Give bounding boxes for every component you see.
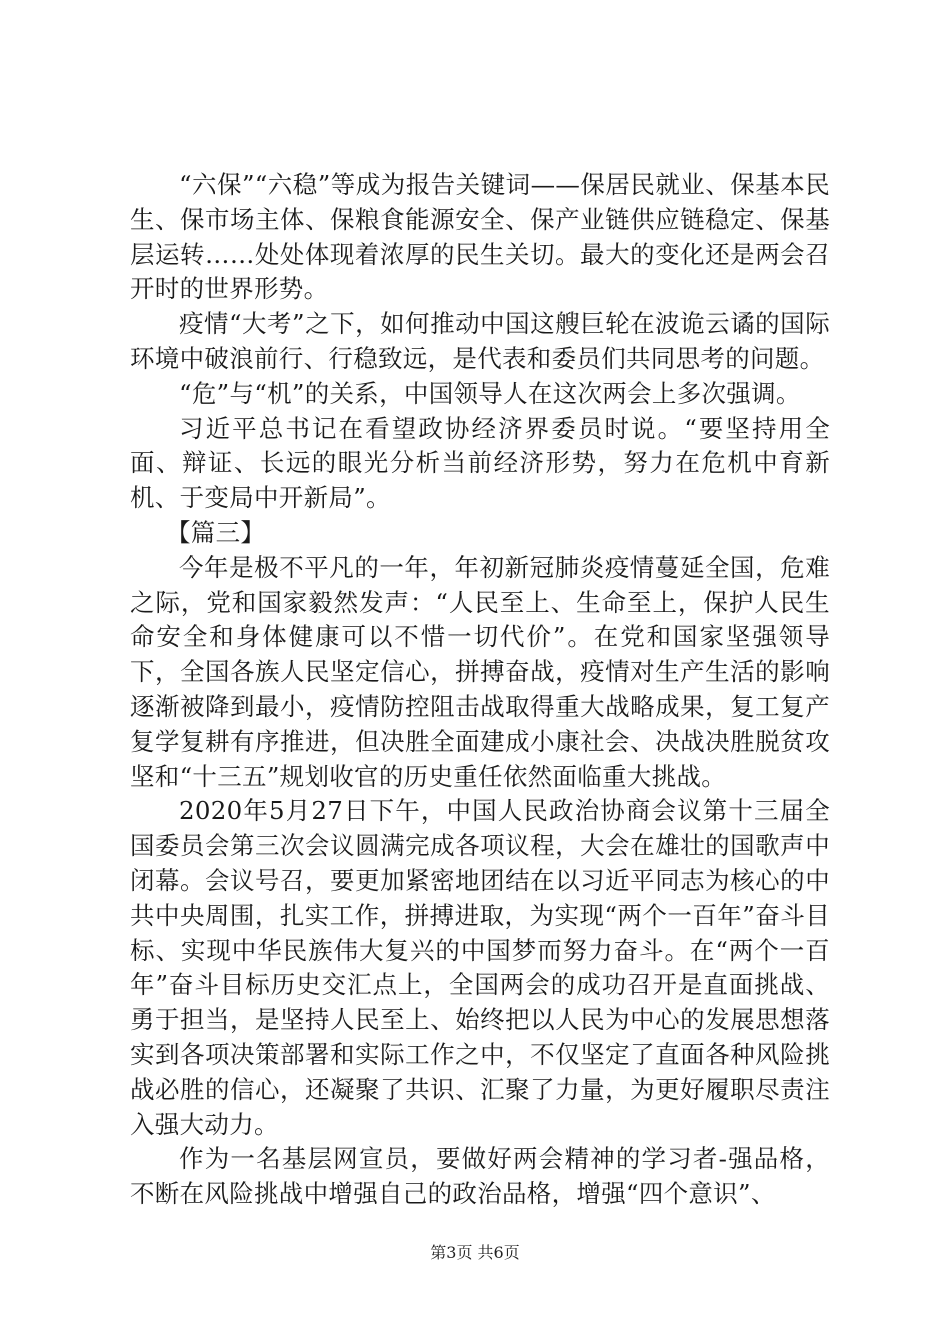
paragraph-grassroots-publicist: 作为一名基层网宣员，要做好两会精神的学习者-强品格，不断在风险挑战中增强自己的政治品格，增强“四个意识”、 [130,1144,830,1209]
section-heading: 【篇三】 [166,517,266,547]
document-body [130,168,830,1212]
paragraph-cppcc-closing: 2020年5月27日下午，中国人民政治协商会议第十三届全国委员会第三次会议圆满完成各项议程，大会在雄壮的国歌声中闭幕。会议号召，要更加紧密地团结在以习近平同志为核心的中共中央周围，扎实工作，拼搏进取，为实现“两个一百年”奋斗目标、实现中华民族伟大复兴的中国梦而努力奋斗。在“两个一百年”奋斗目标历史交汇点上，全国两会的成功召开是直面挑战、勇于担当，是坚持人民至上、始终把以人民为中心的发展思想落实到各项决策部署和实际工作之中，不仅坚定了直面各种风险挑战必胜的信心，还凝聚了共识、汇聚了力量，为更好履职尽责注入强大动力。 [130,796,831,1139]
paragraph-crisis-opportunity: “危”与“机”的关系，中国领导人在这次两会上多次强调。 [179,378,801,408]
paragraph-liubao: “六保”“六稳”等成为报告关键词——保居民就业、保基本民生、保市场主体、保粮食能源安全、保产业链供应链稳定、保基层运转……处处体现着浓厚的民生关切。最大的变化还是两会召开时的世界形势。 [130,170,830,304]
paragraph-extraordinary-year: 今年是极不平凡的一年，年初新冠肺炎疫情蔓延全国，危难之际，党和国家毅然发声：“人民至上、生命至上，保护人民生命安全和身体健康可以不惜一切代价”。在党和国家坚强领导下，全国各族人民坚定信心，拼搏奋战，疫情对生产生活的影响逐渐被降到最小，疫情防控阻击战取得重大战略成果，复工复产复学复耕有序推进，但决胜全面建成小康社会、决战决胜脱贫攻坚和“十三五”规划收官的历史重任依然面临重大挑战。 [130,552,830,791]
paragraph-epidemic-exam: 疫情“大考”之下，如何推动中国这艘巨轮在波诡云谲的国际环境中破浪前行、行稳致远，是代表和委员们共同思考的问题。 [130,309,830,373]
page-footer: 第3页 共6页 [430,1243,520,1262]
paragraph-xi-remarks: 习近平总书记在看望政协经济界委员时说。“要坚持用全面、辩证、长远的眼光分析当前经济形势，努力在危机中育新机、于变局中开新局”。 [130,413,830,513]
